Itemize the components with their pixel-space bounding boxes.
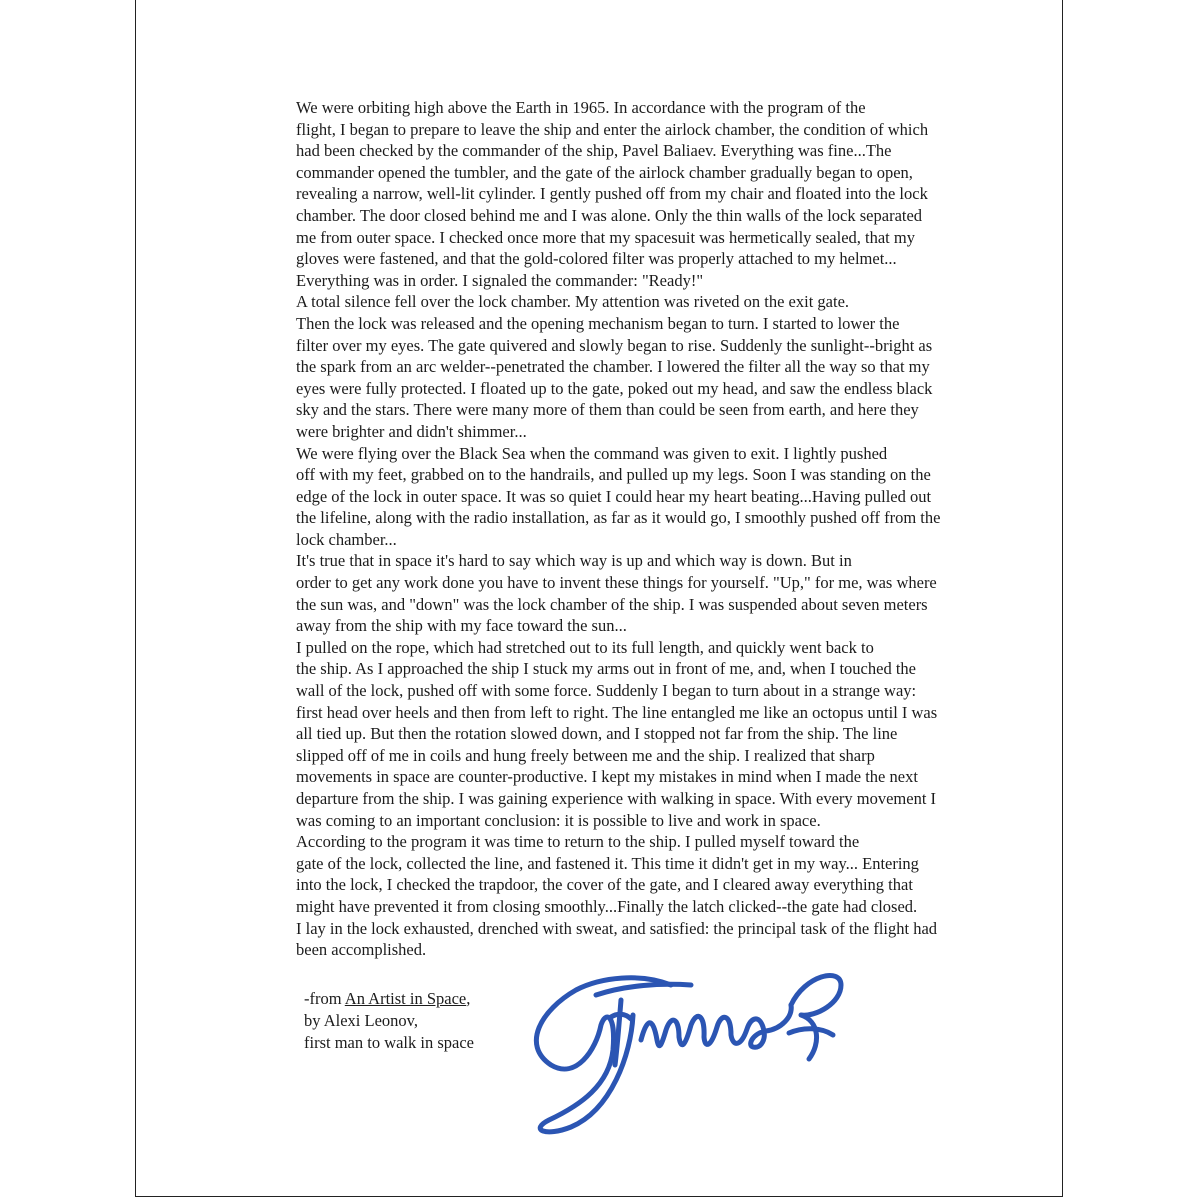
paragraph-line: departure from the ship. I was gaining experience with walking in space. With every movement I (296, 789, 937, 808)
paragraph-line: A total silence fell over the lock chamber. My attention was riveted on the exit gate. (296, 292, 850, 312)
signature-stroke (791, 975, 841, 1059)
book-title: An Artist in Space (344, 989, 467, 1008)
paragraph-line: had been checked by the commander of the ship, Pavel Baliaev. Everything was fine...The (296, 141, 892, 161)
paragraph-line: sky and the stars. There were many more of them than could be seen from earth, and here they (296, 400, 919, 420)
paragraph-line: gloves were fastened, and that the gold-colored filter was properly attached to my helmet... (296, 249, 897, 269)
citation-source-line (304, 988, 474, 1010)
signature-stroke (536, 978, 671, 1132)
citation-block (304, 988, 474, 1054)
paragraph-line: off with my feet, grabbed on to the handrails, and pulled up my legs. Soon I was standing on the (296, 465, 931, 485)
paragraph-line: into the lock, I checked the trapdoor, the cover of the gate, and I cleared away everything that (296, 875, 913, 895)
paragraph-line: movements in space are counter-productive. I kept my mistakes in mind when I made the next (296, 767, 918, 787)
paragraph-line: Then the lock was released and the opening mechanism began to turn. I started to lower the (296, 313, 900, 333)
paragraph-line: me from outer space. I checked once more that my spacesuit was hermetically sealed, that my (296, 227, 915, 247)
paragraph-1 (246, 97, 962, 291)
paragraph-line: Everything was in order. I signaled the commander: "Ready!" (296, 270, 704, 290)
paragraph-line: slipped off of me in coils and hung freely between me and the ship. I realized that sharp (296, 745, 875, 765)
paragraph-line: first head over heels and then from left to right. The line entangled me like an octopus until I was (296, 702, 938, 722)
paragraph-line: lock chamber... (296, 529, 397, 549)
paragraph-line: the sun was, and "down" was the lock chamber of the ship. I was suspended about seven meters (296, 594, 928, 614)
citation-suffix: , (466, 989, 471, 1008)
paragraph-3 (246, 443, 962, 551)
paragraph-4 (246, 550, 962, 636)
paragraph-line: It's true that in space it's hard to say which way is up and which way is down. But in (296, 551, 852, 571)
paragraph-line: the ship. As I approached the ship I stuck my arms out in front of me, and, when I touched the (296, 659, 916, 679)
paragraph-line: I pulled on the rope, which had stretched out to its full length, and quickly went back to (296, 637, 874, 657)
paragraph-line: gate of the lock, collected the line, and fastened it. This time it didn't get in my way... Entering (296, 853, 919, 873)
paragraph-6 (246, 831, 962, 961)
paragraph-line: were brighter and didn't shimmer... (296, 421, 527, 441)
paragraph-line: chamber. The door closed behind me and I was alone. Only the thin walls of the lock separated (296, 205, 923, 225)
paragraph-line: eyes were fully protected. I floated up to the gate, poked out my head, and saw the endless black (296, 378, 933, 398)
paragraph-line: all tied up. But then the rotation slowed down, and I stopped not far from the ship. The line (296, 724, 898, 744)
paragraph-line: flight, I began to prepare to leave the ship and enter the airlock chamber, the condition of which (296, 119, 929, 139)
paragraph-line: I lay in the lock exhausted, drenched with sweat, and satisfied: the principal task of the flight had (296, 918, 938, 938)
paragraph-line: edge of the lock in outer space. It was so quiet I could hear my heart beating...Having pulled out (296, 486, 932, 506)
signature-stroke (641, 1005, 791, 1047)
paragraph-line: was coming to an important conclusion: it is possible to live and work in space. (296, 810, 821, 830)
citation-prefix: -from (304, 989, 345, 1008)
document-page (135, 0, 1063, 1197)
handwritten-signature (521, 955, 861, 1145)
signature-stroke (615, 1000, 621, 1065)
paragraph-line: According to the program it was time to return to the ship. I pulled myself toward the (296, 832, 860, 852)
paragraph-line: commander opened the tumbler, and the gate of the airlock chamber gradually began to open, (296, 162, 913, 182)
citation-author: by Alexi Leonov, (304, 1011, 418, 1030)
paragraph-line: the spark from an arc welder--penetrated the chamber. I lowered the filter all the way so that my (296, 357, 930, 377)
paragraph-line: away from the ship with my face toward the sun... (296, 616, 627, 636)
paragraph-line: might have prevented it from closing smoothly...Finally the latch clicked--the gate had closed. (296, 896, 918, 916)
document-body (246, 97, 962, 961)
paragraph-line: revealing a narrow, well-lit cylinder. I gently pushed off from my chair and floated into the lock (296, 184, 928, 204)
citation-descriptor: first man to walk in space (304, 1033, 474, 1052)
signature-stroke (596, 984, 691, 995)
paragraph-line: We were flying over the Black Sea when the command was given to exit. I lightly pushed (296, 443, 888, 463)
paragraph-2 (246, 291, 962, 442)
signature-stroke (789, 1029, 833, 1035)
paragraph-line: been accomplished. (296, 940, 427, 960)
paragraph-line: wall of the lock, pushed off with some force. Suddenly I began to turn about in a strange way: (296, 681, 917, 701)
paragraph-line: order to get any work done you have to invent these things for yourself. "Up," for me, was where (296, 573, 937, 593)
paragraph-5 (246, 637, 962, 831)
paragraph-line: We were orbiting high above the Earth in 1965. In accordance with the program of the (296, 98, 866, 117)
paragraph-line: filter over my eyes. The gate quivered and slowly began to rise. Suddenly the sunlight--bright as (296, 335, 933, 355)
paragraph-line: the lifeline, along with the radio installation, as far as it would go, I smoothly pushed off from the (296, 508, 941, 528)
